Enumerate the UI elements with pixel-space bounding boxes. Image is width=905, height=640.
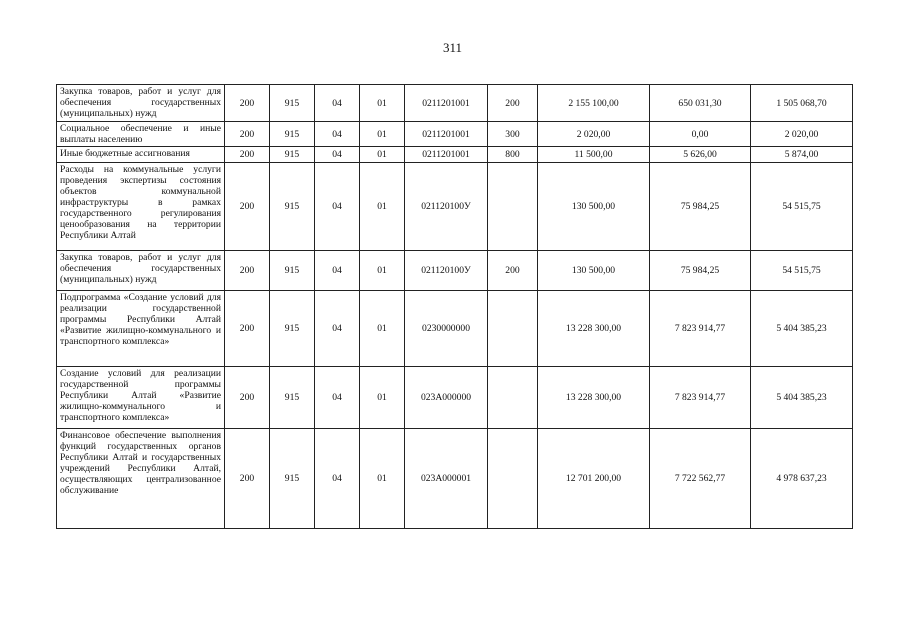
row-ved-cell: 200 <box>225 122 270 147</box>
row-sum-executed-cell: 650 031,30 <box>650 85 751 122</box>
row-sum-executed-cell: 7 823 914,77 <box>650 367 751 429</box>
row-sum-approved-cell: 11 500,00 <box>538 147 650 163</box>
row-rz-cell: 04 <box>315 147 360 163</box>
budget-table <box>56 84 853 529</box>
row-pr-cell: 01 <box>360 251 405 291</box>
row-glv-cell: 915 <box>270 291 315 367</box>
row-sum-remaining-cell: 1 505 068,70 <box>751 85 853 122</box>
row-sum-approved-cell: 2 020,00 <box>538 122 650 147</box>
row-glv-cell: 915 <box>270 367 315 429</box>
row-pr-cell: 01 <box>360 163 405 251</box>
row-glv-cell: 915 <box>270 122 315 147</box>
row-vr-cell: 200 <box>488 251 538 291</box>
table-row <box>57 367 853 429</box>
row-ved-cell: 200 <box>225 291 270 367</box>
row-name-cell: Закупка товаров, работ и услуг для обеспечения государственных (муниципальных) нужд <box>57 85 225 122</box>
row-sum-approved-cell: 12 701 200,00 <box>538 429 650 529</box>
row-sum-remaining-cell: 2 020,00 <box>751 122 853 147</box>
row-sum-executed-cell: 75 984,25 <box>650 251 751 291</box>
page-number: 311 <box>442 40 463 55</box>
row-name-cell: Социальное обеспечение и иные выплаты населению <box>57 122 225 147</box>
row-sum-executed-cell: 5 626,00 <box>650 147 751 163</box>
row-glv-cell: 915 <box>270 429 315 529</box>
row-vr-cell <box>488 429 538 529</box>
row-glv-cell: 915 <box>270 85 315 122</box>
row-sum-remaining-cell: 5 874,00 <box>751 147 853 163</box>
row-glv-cell: 915 <box>270 163 315 251</box>
row-pr-cell: 01 <box>360 147 405 163</box>
budget-table-body <box>57 85 853 529</box>
row-ved-cell: 200 <box>225 147 270 163</box>
row-pr-cell: 01 <box>360 367 405 429</box>
row-csr-cell: 023А000001 <box>405 429 488 529</box>
row-vr-cell <box>488 367 538 429</box>
row-name-cell: Финансовое обеспечение выполнения функций государственных органов Республики Алтай и государственных учреждений Республики Алтай, осуществляющих централизованное обслуживание <box>57 429 225 529</box>
table-row <box>57 163 853 251</box>
row-rz-cell: 04 <box>315 85 360 122</box>
row-rz-cell: 04 <box>315 251 360 291</box>
table-row <box>57 85 853 122</box>
row-sum-remaining-cell: 54 515,75 <box>751 251 853 291</box>
row-name-cell: Иные бюджетные ассигнования <box>57 147 225 163</box>
row-sum-approved-cell: 130 500,00 <box>538 163 650 251</box>
row-rz-cell: 04 <box>315 122 360 147</box>
row-rz-cell: 04 <box>315 291 360 367</box>
table-row <box>57 122 853 147</box>
row-sum-approved-cell: 13 228 300,00 <box>538 291 650 367</box>
row-vr-cell: 200 <box>488 85 538 122</box>
row-csr-cell: 021120100У <box>405 251 488 291</box>
row-glv-cell: 915 <box>270 251 315 291</box>
row-sum-approved-cell: 130 500,00 <box>538 251 650 291</box>
row-sum-approved-cell: 13 228 300,00 <box>538 367 650 429</box>
row-ved-cell: 200 <box>225 85 270 122</box>
row-sum-remaining-cell: 5 404 385,23 <box>751 291 853 367</box>
row-name-cell: Создание условий для реализации государственной программы Республики Алтай «Развитие жилищно-коммунального и транспортного комплекса» <box>57 367 225 429</box>
row-ved-cell: 200 <box>225 163 270 251</box>
row-sum-remaining-cell: 54 515,75 <box>751 163 853 251</box>
row-name-cell: Расходы на коммунальные услуги проведения экспертизы состояния объектов коммунальной инфраструктуры в рамках государственного регулирования ценообразования на территории Республики Алтай <box>57 163 225 251</box>
row-name-cell: Закупка товаров, работ и услуг для обеспечения государственных (муниципальных) нужд <box>57 251 225 291</box>
row-sum-executed-cell: 0,00 <box>650 122 751 147</box>
row-vr-cell <box>488 163 538 251</box>
row-rz-cell: 04 <box>315 367 360 429</box>
row-csr-cell: 021120100У <box>405 163 488 251</box>
row-pr-cell: 01 <box>360 291 405 367</box>
row-sum-executed-cell: 75 984,25 <box>650 163 751 251</box>
row-vr-cell: 300 <box>488 122 538 147</box>
row-csr-cell: 0211201001 <box>405 85 488 122</box>
row-sum-executed-cell: 7 722 562,77 <box>650 429 751 529</box>
row-csr-cell: 023А000000 <box>405 367 488 429</box>
row-glv-cell: 915 <box>270 147 315 163</box>
table-row <box>57 251 853 291</box>
row-ved-cell: 200 <box>225 251 270 291</box>
row-sum-remaining-cell: 4 978 637,23 <box>751 429 853 529</box>
row-ved-cell: 200 <box>225 367 270 429</box>
row-sum-approved-cell: 2 155 100,00 <box>538 85 650 122</box>
row-rz-cell: 04 <box>315 163 360 251</box>
row-sum-remaining-cell: 5 404 385,23 <box>751 367 853 429</box>
row-ved-cell: 200 <box>225 429 270 529</box>
row-pr-cell: 01 <box>360 85 405 122</box>
row-pr-cell: 01 <box>360 429 405 529</box>
row-sum-executed-cell: 7 823 914,77 <box>650 291 751 367</box>
row-csr-cell: 0211201001 <box>405 122 488 147</box>
row-rz-cell: 04 <box>315 429 360 529</box>
row-csr-cell: 0211201001 <box>405 147 488 163</box>
row-name-cell: Подпрограмма «Создание условий для реализации государственной программы Республики Алтай «Развитие жилищно-коммунального и транспортного комплекса» <box>57 291 225 367</box>
row-vr-cell: 800 <box>488 147 538 163</box>
table-row <box>57 429 853 529</box>
table-row <box>57 147 853 163</box>
row-vr-cell <box>488 291 538 367</box>
row-csr-cell: 0230000000 <box>405 291 488 367</box>
row-pr-cell: 01 <box>360 122 405 147</box>
table-row <box>57 291 853 367</box>
